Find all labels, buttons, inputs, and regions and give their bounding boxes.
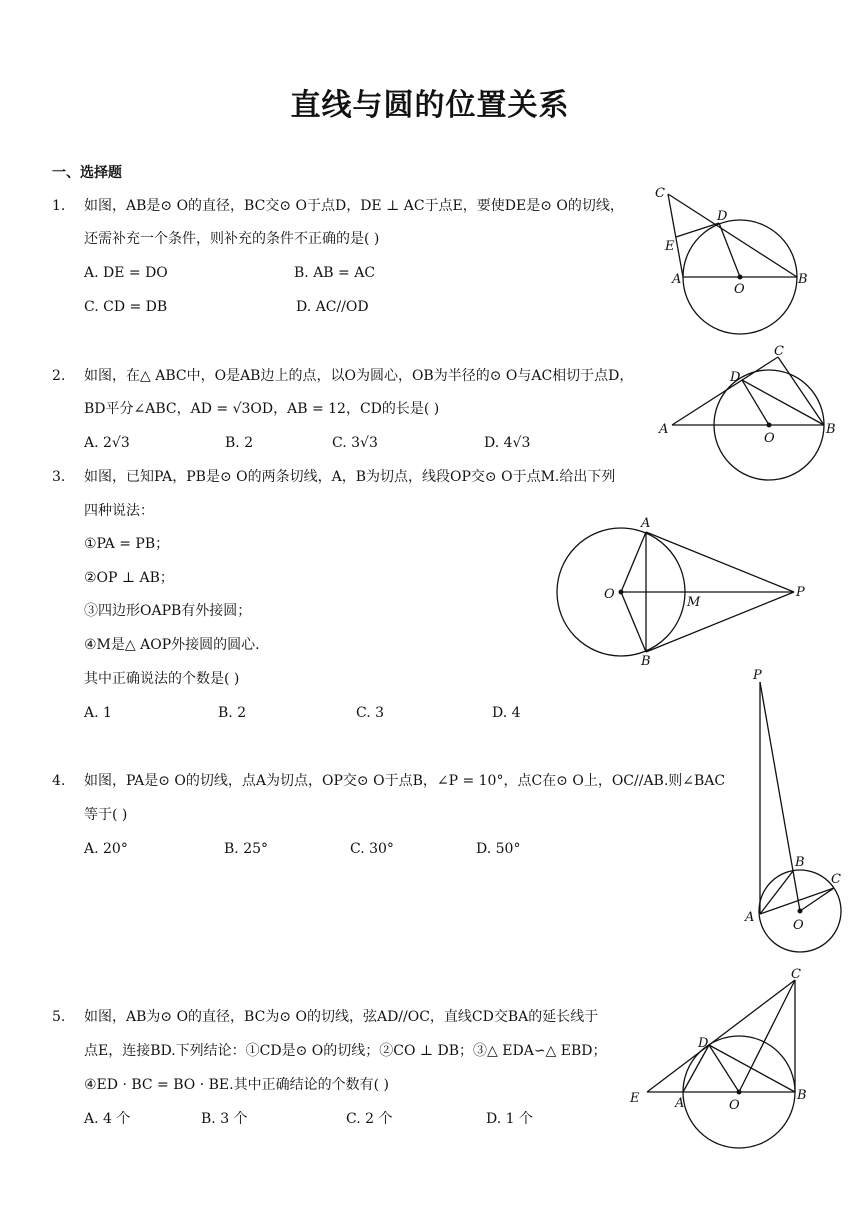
segment-db [742,380,824,425]
question-3-line-6: ④M是△ AOP外接圆的圆心. [84,637,260,653]
question-5-option-c: C. 2 个 [346,1111,393,1127]
label-c: C [831,872,841,887]
question-2-line-2: BD平分∠ABC，AD = √3OD，AB = 12，CD的长是( ) [84,401,440,417]
question-2-option-a: A. 2√3 [84,435,130,451]
segment-ob [621,592,646,652]
question-3-line-7: 其中正确说法的个数是( ) [84,671,240,687]
question-2-option-d: D. 4√3 [484,435,531,451]
question-2-figure [650,340,850,485]
center-dot [738,275,743,280]
question-3-option-a: A. 1 [84,705,112,721]
question-1-option-c: C. CD = DB [84,299,168,315]
question-2-line-1: 如图，在△ ABC中，O是AB边上的点，以O为圆心，OB为半径的⊙ O与AC相切于点D， [84,368,634,384]
label-a: A [672,272,682,287]
question-2-option-c: C. 3√3 [332,435,378,451]
chord-ad [683,1045,709,1092]
question-1-option-a: A. DE = DO [84,265,168,281]
label-d: D [730,370,741,385]
tangent-pa [646,532,794,592]
question-4-option-d: D. 50° [476,841,521,857]
label-a: A [641,516,651,531]
question-1-option-b: B. AB = AC [294,265,376,281]
question-3-option-c: C. 3 [356,705,385,721]
question-1-line-1: 如图，AB是⊙ O的直径，BC交⊙ O于点D，DE ⊥ AC于点E，要使DE是⊙ O的切线， [84,198,624,214]
question-4-figure [735,665,850,965]
question-5-line-3: ④ED · BC = BO · BE.其中正确结论的个数有( ) [84,1077,389,1093]
label-o: O [764,431,775,446]
label-o: O [729,1098,740,1113]
tangent-pb [646,592,794,652]
label-d: D [698,1036,709,1051]
question-3-line-4: ②OP ⊥ AB； [84,570,174,586]
question-4-number: 4. [52,773,66,789]
segment-od [709,1045,739,1092]
segment-oc [800,888,834,911]
label-a: A [675,1096,685,1111]
question-3-figure [550,512,820,672]
question-3-line-3: ①PA = PB； [84,536,170,552]
label-a: A [745,910,755,925]
question-3-line-5: ③四边形OAPB有外接圆； [84,603,252,619]
line-ec [647,980,795,1092]
label-c: C [655,186,665,201]
label-d: D [717,209,728,224]
segment-po [760,682,800,911]
label-e: E [665,239,675,254]
label-b: B [795,855,805,870]
label-o: O [604,587,615,602]
question-1-figure [650,180,820,340]
segment-cb [778,357,824,425]
label-b: B [797,1088,807,1103]
question-4-option-a: A. 20° [84,841,128,857]
center-dot [798,909,803,914]
question-5-option-a: A. 4 个 [84,1111,131,1127]
segment-od [719,223,740,277]
center-dot [767,423,772,428]
document-title: 直线与圆的位置关系 [290,88,570,123]
label-o: O [793,918,804,933]
question-3-option-b: B. 2 [218,705,247,721]
question-4-line-2: 等于( ) [84,807,128,823]
question-4-option-b: B. 25° [224,841,269,857]
question-2-number: 2. [52,368,66,384]
label-o: O [734,282,745,297]
question-3-line-1: 如图，已知PA，PB是⊙ O的两条切线，A，B为切点，线段OP交⊙ O于点M.给出下列 [84,469,616,485]
label-b: B [826,422,836,437]
question-2-option-b: B. 2 [225,435,254,451]
question-4-line-1: 如图，PA是⊙ O的切线，点A为切点，OP交⊙ O于点B，∠P = 10°，点C在⊙ O上，OC//AB.则∠BAC [84,773,726,789]
question-5-option-b: B. 3 个 [201,1111,248,1127]
center-dot [619,590,624,595]
question-1-line-2: 还需补充一个条件，则补充的条件不正确的是( ) [84,231,380,247]
section-heading: 一、选择题 [52,165,122,181]
question-5-line-1: 如图，AB为⊙ O的直径，BC为⊙ O的切线，弦AD//OC，直线CD交BA的延长线于 [84,1009,599,1025]
label-p: P [753,668,762,683]
segment-de [676,223,719,237]
label-a: A [659,422,669,437]
question-1-number: 1. [52,198,66,214]
segment-oa [621,532,646,592]
center-dot [737,1090,742,1095]
label-p: P [796,585,805,600]
question-1-option-d: D. AC//OD [296,299,369,315]
label-c: C [774,344,784,359]
question-3-line-2: 四种说法： [84,503,154,519]
question-5-line-2: 点E，连接BD.下列结论：①CD是⊙ O的切线；②CO ⊥ DB；③△ EDA∽△ EBD； [84,1043,607,1059]
label-b: B [641,654,651,669]
question-5-figure [625,965,820,1155]
segment-cb [668,194,797,277]
question-5-number: 5. [52,1009,66,1025]
label-c: C [791,967,801,982]
chord-db [709,1045,795,1092]
label-b: B [798,272,808,287]
label-m: M [687,595,701,610]
question-4-option-c: C. 30° [350,841,394,857]
question-3-option-d: D. 4 [492,705,521,721]
label-e: E [630,1091,640,1106]
question-5-option-d: D. 1 个 [486,1111,533,1127]
question-3-number: 3. [52,469,66,485]
